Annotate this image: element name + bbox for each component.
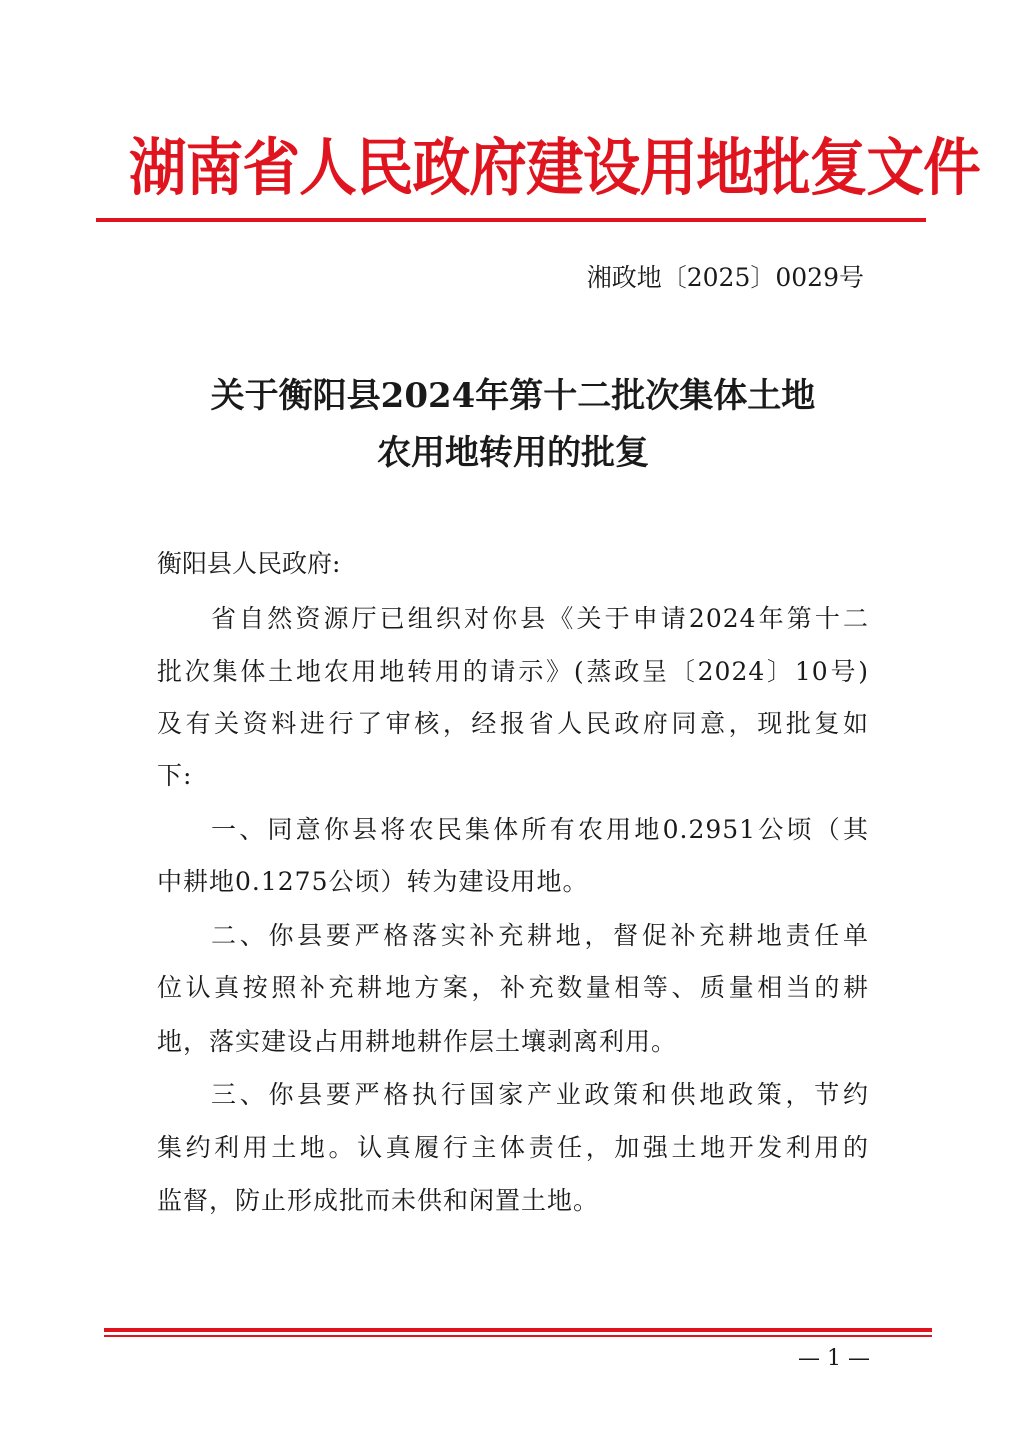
body-line: 省自然资源厅已组织对你县《关于申请2024年第十二 — [211, 604, 869, 633]
body-line: 一、同意你县将农民集体所有农用地0.2951公顷（其 — [211, 815, 869, 844]
body-line: 位认真按照补充耕地方案，补充数量相等、质量相当的耕 — [157, 973, 869, 1002]
body-line: 集约利用土地。认真履行主体责任，加强土地开发利用的 — [157, 1133, 869, 1162]
body-line: 批次集体土地农用地转用的请示》(蒸政呈〔2024〕10号) — [157, 657, 869, 686]
footer-rule-thick — [104, 1328, 932, 1332]
body-line: 及有关资料进行了审核，经报省人民政府同意，现批复如 — [157, 709, 869, 738]
masthead-rule — [96, 218, 926, 222]
body-line: 二、你县要严格落实补充耕地，督促补充耕地责任单 — [211, 921, 869, 950]
masthead-title: 湖南省人民政府建设用地批复文件 — [128, 131, 980, 204]
body-line: 监督，防止形成批而未供和闲置土地。 — [157, 1186, 600, 1215]
document-title-line-2: 农用地转用的批复 — [377, 433, 649, 473]
document-title-line-1: 关于衡阳县2024年第十二批次集体土地 — [210, 376, 816, 416]
body-line: 地，落实建设占用耕地耕作层土壤剥离利用。 — [157, 1027, 678, 1056]
salutation: 衡阳县人民政府: — [157, 549, 341, 578]
document-number: 湘政地〔2025〕0029号 — [586, 263, 864, 292]
page-number: — 1 — — [798, 1346, 870, 1371]
body-line: 中耕地0.1275公顷）转为建设用地。 — [157, 867, 589, 896]
body-line: 下: — [157, 761, 193, 790]
footer-rule-thin — [104, 1335, 932, 1337]
body-line: 三、你县要严格执行国家产业政策和供地政策，节约 — [211, 1080, 869, 1109]
